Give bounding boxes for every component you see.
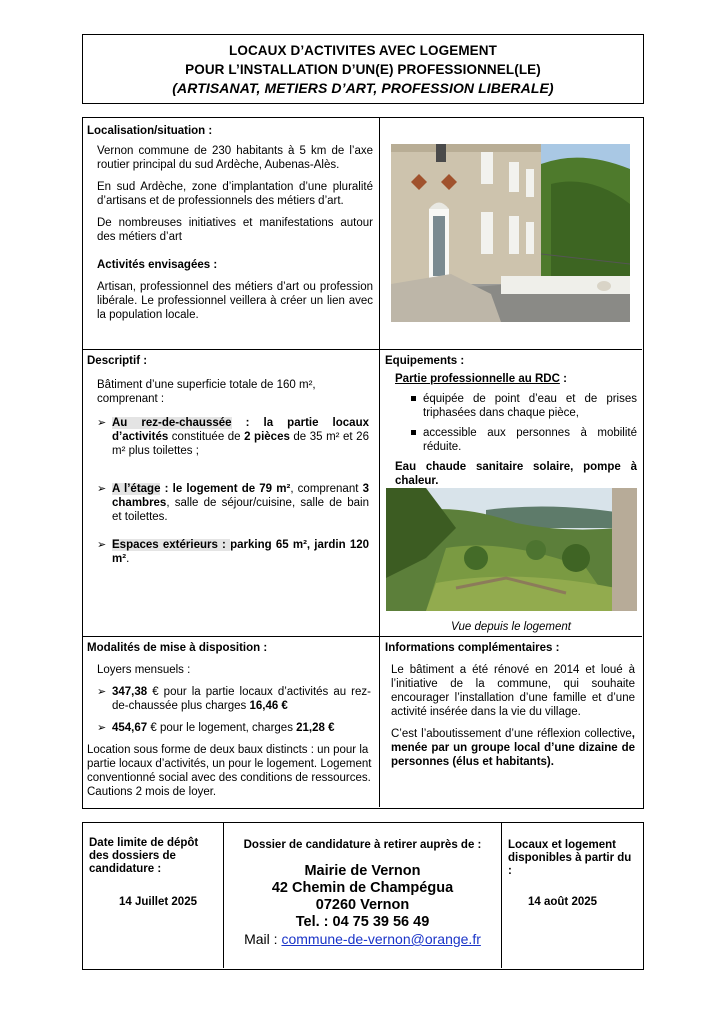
equipements-section [385, 354, 637, 488]
localisation-text-3: De nombreuses initiatives et manifestations autour des métiers d’art [97, 217, 373, 243]
deadline-heading: Date limite de dépôt des dossiers de candidature : [89, 837, 199, 875]
localisation-text-2: En sud Ardèche, zone d’implantation d’une pluralité d’artisans et de professionnels des métiers d’art. [97, 181, 373, 207]
localisation-heading: Localisation/situation : [87, 125, 213, 137]
column-divider [379, 118, 380, 807]
mairie-address-2: 07260 Vernon [315, 897, 410, 913]
infos-text-2: C’est l’aboutissement d’une réflexion collective, menée par un groupe local d’une dizaine de personnes (élus et habitants). [391, 728, 635, 768]
descriptif-item-rdc: ➢ Au rez-de-chaussée : la partie locaux d’activités constituée de 2 pièces de 35 m² et 26 m² plus toilettes ; [97, 416, 369, 458]
disponibilite-date: 14 août 2025 [528, 896, 598, 908]
row-divider [83, 636, 642, 637]
loyer-item-logement: ➢ 454,67 € pour le logement, charges 21,28 € [97, 721, 371, 735]
modalites-section [87, 641, 375, 799]
descriptif-item-exterieurs: ➢ Espaces extérieurs : parking 65 m², jardin 120 m². [97, 538, 369, 566]
info-grid [82, 117, 644, 809]
descriptif-item-etage: ➢ A l’étage : le logement de 79 m², comprenant 3 chambres, salle de séjour/cuisine, salle de bain et toilettes. [97, 482, 369, 524]
equipements-heading: Equipements : [385, 355, 465, 367]
infos-heading: Informations complémentaires : [385, 642, 560, 654]
footer-box [82, 822, 644, 970]
activites-heading: Activités envisagées : [97, 259, 218, 271]
equipement-item: accessible aux personnes à mobilité réduite. [409, 426, 637, 454]
photo-caption: Vue depuis le logement [451, 621, 571, 633]
email-link[interactable]: commune-de-vernon@orange.fr [281, 931, 481, 947]
dossier-column [224, 823, 501, 969]
descriptif-heading: Descriptif : [87, 355, 148, 367]
localisation-section [87, 124, 373, 330]
mairie-mail: Mail : commune-de-vernon@orange.fr [244, 931, 481, 947]
document-title [82, 34, 644, 104]
building-photo [391, 144, 630, 322]
infos-section [385, 641, 635, 777]
view-photo [386, 488, 637, 611]
mairie-address-1: 42 Chemin de Champégua [271, 880, 454, 896]
eau-chaude-text: Eau chaude sanitaire solaire, pompe à chaleur. [395, 461, 637, 487]
dossier-heading: Dossier de candidature à retirer auprès de : [243, 839, 482, 851]
row-divider [83, 349, 642, 350]
deadline-date: 14 Juillet 2025 [119, 896, 197, 908]
mairie-phone: Tel. : 04 75 39 56 49 [295, 914, 430, 930]
modalites-heading: Modalités de mise à disposition : [87, 642, 268, 654]
equipements-subheading: Partie professionnelle au RDC : [395, 373, 567, 385]
descriptif-intro: Bâtiment d’une superficie totale de 160 m², comprenant : [97, 379, 316, 405]
title-line-2: POUR L’INSTALLATION D’UN(E) PROFESSIONNEL(LE) [185, 62, 541, 77]
descriptif-section [87, 354, 373, 580]
title-line-1: LOCAUX D’ACTIVITES AVEC LOGEMENT [229, 43, 497, 58]
title-line-3: (ARTISANAT, METIERS D’ART, PROFESSION LIBERALE) [172, 80, 554, 96]
disponibilite-column [502, 823, 642, 969]
equipement-item: équipée de point d’eau et de prises triphasées dans chaque pièce, [409, 392, 637, 420]
loyers-label: Loyers mensuels : [97, 664, 191, 676]
loyer-item-locaux: ➢ 347,38 € pour la partie locaux d’activités au rez-de-chaussée plus charges 16,46 € [97, 685, 371, 713]
infos-text-1: Le bâtiment a été rénové en 2014 et loué à l’initiative de la commune, qui souhaite encourager l’installation d’une famille et d’une activité insérée dans la vie du village. [391, 664, 635, 718]
deadline-column [83, 823, 223, 969]
disponibilite-heading: Locaux et logement disponibles à partir du : [508, 839, 632, 877]
activites-text: Artisan, professionnel des métiers d’art ou profession libérale. Le professionnel veillera à créer un lien avec la population locale. [97, 281, 373, 321]
location-text: Location sous forme de deux baux distincts : un pour la partie locaux d’activités, un pour le logement. Logement conventionné social avec des conditions de ressources. Cautions 2 mois de loyer. [87, 744, 372, 798]
localisation-text-1: Vernon commune de 230 habitants à 5 km de l’axe routier principal du sud Ardèche, Aubenas-Alès. [97, 145, 373, 171]
mairie-name: Mairie de Vernon [304, 863, 421, 879]
